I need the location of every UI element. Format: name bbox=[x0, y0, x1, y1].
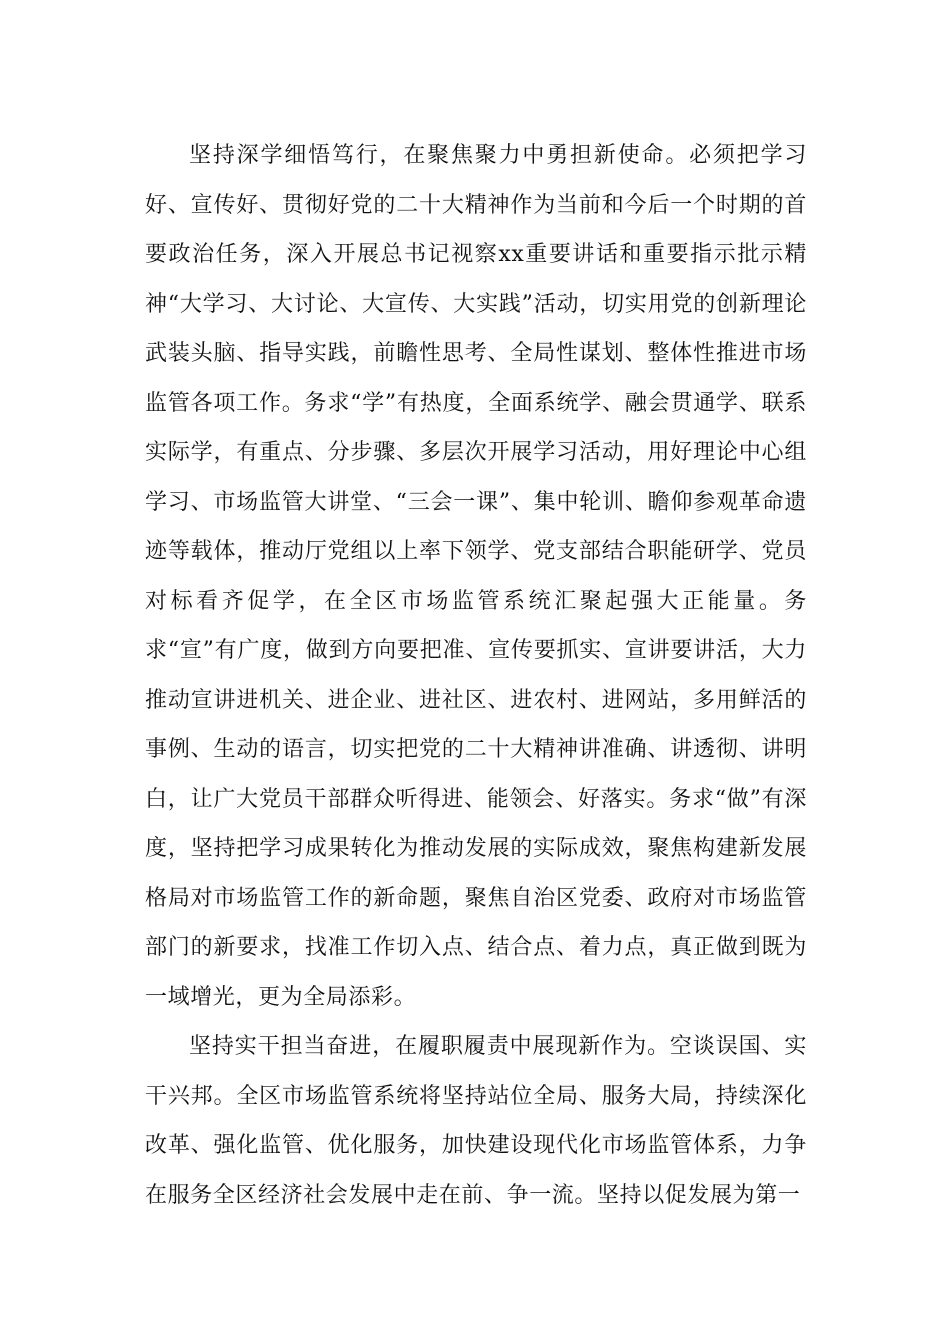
paragraph-action: 坚持实干担当奋进，在履职履责中展现新作为。空谈误国、实干兴邦。全区市场监管系统将坚持站位全局、服务大局，持续深化改革、强化监管、优化服务，加快建设现代化市场监管体系，力争在服务全区经济社会发展中走在前、争一流。坚持以促发展为第一 bbox=[145, 1034, 807, 1208]
paragraph-study: 坚持深学细悟笃行，在聚焦聚力中勇担新使命。必须把学习好、宣传好、贯彻好党的二十大精神作为当前和今后一个时期的首要政治任务，深入开展总书记视察xx重要讲话和重要指示批示精神“大学习、大讨论、大宣传、大实践”活动，切实用党的创新理论武装头脑、指导实践，前瞻性思考、全局性谋划、整体性推进市场监管各项工作。务求“学”有热度，全面系统学、融会贯通学、联系实际学，有重点、分步骤、多层次开展学习活动，用好理论中心组学习、市场监管大讲堂、“三会一课”、集中轮训、瞻仰参观革命遗迹等载体，推动厅党组以上率下领学、党支部结合职能研学、党员对标看齐促学，在全区市场监管系统汇聚起强大正能量。务求“宣”有广度，做到方向要把准、宣传要抓实、宣讲要讲活，大力推动宣讲进机关、进企业、进社区、进农村、进网站，多用鲜活的事例、生动的语言，切实把党的二十大精神讲准确、讲透彻、讲明白，让广大党员干部群众听得进、能领会、好落实。务求“做”有深度，坚持把学习成果转化为推动发展的实际成效，聚焦构建新发展格局对市场监管工作的新命题，聚焦自治区党委、政府对市场监管部门的新要求，找准工作切入点、结合点、着力点，真正做到既为一域增光，更为全局添彩。 bbox=[145, 143, 807, 1010]
document-body bbox=[145, 131, 807, 1220]
